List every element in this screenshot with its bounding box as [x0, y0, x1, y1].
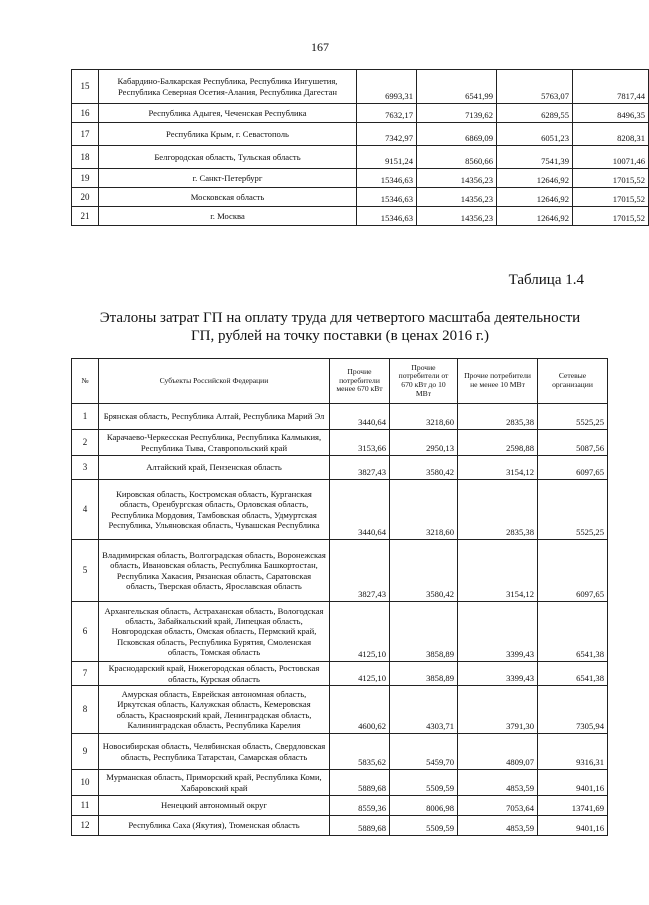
table-row: [72, 602, 608, 662]
value-cell: 3858,89: [390, 662, 458, 686]
value-cell: 6993,31: [357, 70, 417, 104]
value-cell: 3399,43: [458, 602, 538, 662]
value-cell: 2835,38: [458, 480, 538, 540]
table-header-row: [72, 359, 608, 404]
header-col-1: Прочие потребители менее 670 кВт: [330, 359, 390, 404]
value-cell: 3440,64: [330, 404, 390, 430]
value-cell: 3791,30: [458, 686, 538, 734]
value-cell: 8496,35: [573, 104, 649, 123]
row-subject: Ненецкий автономный округ: [99, 796, 330, 816]
cost-standards-table: [71, 358, 608, 836]
value-cell: 14356,23: [417, 169, 497, 188]
row-number: 5: [72, 540, 99, 602]
value-cell: 6097,65: [538, 456, 608, 480]
table-row: [72, 70, 649, 104]
continuation-table: [71, 69, 649, 226]
table-row: [72, 430, 608, 456]
header-subject: Субъекты Российской Федерации: [99, 359, 330, 404]
value-cell: 7139,62: [417, 104, 497, 123]
row-number: 21: [72, 207, 99, 226]
value-cell: 9151,24: [357, 146, 417, 169]
value-cell: 7541,39: [497, 146, 573, 169]
value-cell: 8006,98: [390, 796, 458, 816]
value-cell: 17015,52: [573, 169, 649, 188]
value-cell: 5835,62: [330, 734, 390, 770]
table-row: [72, 146, 649, 169]
value-cell: 12646,92: [497, 188, 573, 207]
value-cell: 3580,42: [390, 456, 458, 480]
table-row: [72, 169, 649, 188]
value-cell: 3399,43: [458, 662, 538, 686]
table-row: [72, 104, 649, 123]
row-subject: Брянская область, Республика Алтай, Республика Марий Эл: [99, 404, 330, 430]
row-number: 9: [72, 734, 99, 770]
header-col-4: Сетевые организации: [538, 359, 608, 404]
row-subject: Архангельская область, Астраханская область, Вологодская область, Забайкальский край, Липецкая область, Новгородская область, Омская область, Пермский край, Псковская область, Республика Бурятия, Смоленская область, Томская область: [99, 602, 330, 662]
value-cell: 8559,36: [330, 796, 390, 816]
row-number: 4: [72, 480, 99, 540]
value-cell: 12646,92: [497, 169, 573, 188]
row-subject: Кировская область, Костромская область, Курганская область, Оренбургская область, Орловская область, Республика Мордовия, Тамбовская область, Удмуртская Республика, Ульяновская область, Чувашская Республика: [99, 480, 330, 540]
value-cell: 9401,16: [538, 770, 608, 796]
value-cell: 6541,38: [538, 662, 608, 686]
value-cell: 4125,10: [330, 602, 390, 662]
value-cell: 3154,12: [458, 456, 538, 480]
heading-line-2: ГП, рублей на точку поставки (в ценах 2016 г.): [190, 328, 490, 344]
value-cell: 5525,25: [538, 480, 608, 540]
value-cell: 5525,25: [538, 404, 608, 430]
row-number: 12: [72, 816, 99, 836]
row-number: 17: [72, 123, 99, 146]
table-row: [72, 456, 608, 480]
value-cell: 13741,69: [538, 796, 608, 816]
row-number: 7: [72, 662, 99, 686]
row-number: 11: [72, 796, 99, 816]
row-subject: Республика Саха (Якутия), Тюменская область: [99, 816, 330, 836]
value-cell: 2598,88: [458, 430, 538, 456]
value-cell: 4853,59: [458, 816, 538, 836]
value-cell: 17015,52: [573, 188, 649, 207]
table-row: [72, 796, 608, 816]
value-cell: 3858,89: [390, 602, 458, 662]
page-number: 167: [311, 40, 329, 54]
value-cell: 5763,07: [497, 70, 573, 104]
value-cell: 7305,94: [538, 686, 608, 734]
value-cell: 4853,59: [458, 770, 538, 796]
row-number: 10: [72, 770, 99, 796]
table-row: [72, 540, 608, 602]
value-cell: 4809,07: [458, 734, 538, 770]
value-cell: 3154,12: [458, 540, 538, 602]
value-cell: 15346,63: [357, 207, 417, 226]
value-cell: 17015,52: [573, 207, 649, 226]
table-row: [72, 734, 608, 770]
row-number: 15: [72, 70, 99, 104]
row-number: 2: [72, 430, 99, 456]
table-row: [72, 816, 608, 836]
value-cell: 6289,55: [497, 104, 573, 123]
row-subject: Краснодарский край, Нижегородская область, Ростовская область, Курская область: [99, 662, 330, 686]
table-row: [72, 662, 608, 686]
row-number: 20: [72, 188, 99, 207]
value-cell: 6097,65: [538, 540, 608, 602]
value-cell: 7632,17: [357, 104, 417, 123]
value-cell: 7817,44: [573, 70, 649, 104]
value-cell: 7053,64: [458, 796, 538, 816]
row-subject: Республика Крым, г. Севастополь: [99, 123, 357, 146]
row-subject: Белгородская область, Тульская область: [99, 146, 357, 169]
value-cell: 3153,66: [330, 430, 390, 456]
row-subject: г. Москва: [99, 207, 357, 226]
value-cell: 10071,46: [573, 146, 649, 169]
table-row: [72, 686, 608, 734]
value-cell: 4600,62: [330, 686, 390, 734]
row-number: 18: [72, 146, 99, 169]
value-cell: 5889,68: [330, 770, 390, 796]
heading-line-1: Эталоны затрат ГП на оплату труда для четвертого масштаба деятельности: [99, 310, 581, 326]
value-cell: 7342,97: [357, 123, 417, 146]
value-cell: 14356,23: [417, 207, 497, 226]
value-cell: 5509,59: [390, 816, 458, 836]
header-col-2: Прочие потребители от 670 кВт до 10 МВт: [390, 359, 458, 404]
value-cell: 12646,92: [497, 207, 573, 226]
table-row: [72, 480, 608, 540]
header-col-3: Прочие потребители не менее 10 МВт: [458, 359, 538, 404]
row-number: 19: [72, 169, 99, 188]
table-row: [72, 207, 649, 226]
value-cell: 8208,31: [573, 123, 649, 146]
row-subject: Алтайский край, Пензенская область: [99, 456, 330, 480]
value-cell: 3827,43: [330, 540, 390, 602]
value-cell: 5509,59: [390, 770, 458, 796]
row-subject: Республика Адыгея, Чеченская Республика: [99, 104, 357, 123]
value-cell: 6051,23: [497, 123, 573, 146]
value-cell: 9316,31: [538, 734, 608, 770]
row-number: 6: [72, 602, 99, 662]
row-subject: г. Санкт-Петербург: [99, 169, 357, 188]
value-cell: 3580,42: [390, 540, 458, 602]
header-number: №: [72, 359, 99, 404]
value-cell: 6541,99: [417, 70, 497, 104]
value-cell: 3440,64: [330, 480, 390, 540]
value-cell: 2950,13: [390, 430, 458, 456]
value-cell: 15346,63: [357, 188, 417, 207]
row-subject: Владимирская область, Волгоградская область, Воронежская область, Ивановская область, Республика Башкортостан, Республика Хакасия, Рязанская область, Саратовская область, Тверская область, Ярославская область: [99, 540, 330, 602]
value-cell: 6541,38: [538, 602, 608, 662]
table-heading: [80, 309, 600, 345]
value-cell: 3827,43: [330, 456, 390, 480]
value-cell: 5889,68: [330, 816, 390, 836]
value-cell: 3218,60: [390, 404, 458, 430]
table-row: [72, 770, 608, 796]
value-cell: 14356,23: [417, 188, 497, 207]
row-number: 3: [72, 456, 99, 480]
row-number: 8: [72, 686, 99, 734]
row-subject: Новосибирская область, Челябинская область, Свердловская область, Республика Татарстан, Самарская область: [99, 734, 330, 770]
value-cell: 5087,56: [538, 430, 608, 456]
value-cell: 9401,16: [538, 816, 608, 836]
value-cell: 4303,71: [390, 686, 458, 734]
value-cell: 15346,63: [357, 169, 417, 188]
value-cell: 5459,70: [390, 734, 458, 770]
row-subject: Амурская область, Еврейская автономная область, Иркутская область, Калужская область, Кемеровская область, Красноярский край, Ленинградская область, Калининградская область, Республика Карелия: [99, 686, 330, 734]
row-subject: Карачаево-Черкесская Республика, Республика Калмыкия, Республика Тыва, Ставропольский край: [99, 430, 330, 456]
row-subject: Кабардино-Балкарская Республика, Республика Ингушетия, Республика Северная Осетия-Алания, Республика Дагестан: [99, 70, 357, 104]
value-cell: 4125,10: [330, 662, 390, 686]
table-row: [72, 123, 649, 146]
table-caption: Таблица 1.4: [508, 272, 584, 288]
value-cell: 8560,66: [417, 146, 497, 169]
value-cell: 2835,38: [458, 404, 538, 430]
row-subject: Московская область: [99, 188, 357, 207]
row-number: 16: [72, 104, 99, 123]
table-row: [72, 404, 608, 430]
value-cell: 6869,09: [417, 123, 497, 146]
row-subject: Мурманская область, Приморский край, Республика Коми, Хабаровский край: [99, 770, 330, 796]
table-row: [72, 188, 649, 207]
row-number: 1: [72, 404, 99, 430]
value-cell: 3218,60: [390, 480, 458, 540]
